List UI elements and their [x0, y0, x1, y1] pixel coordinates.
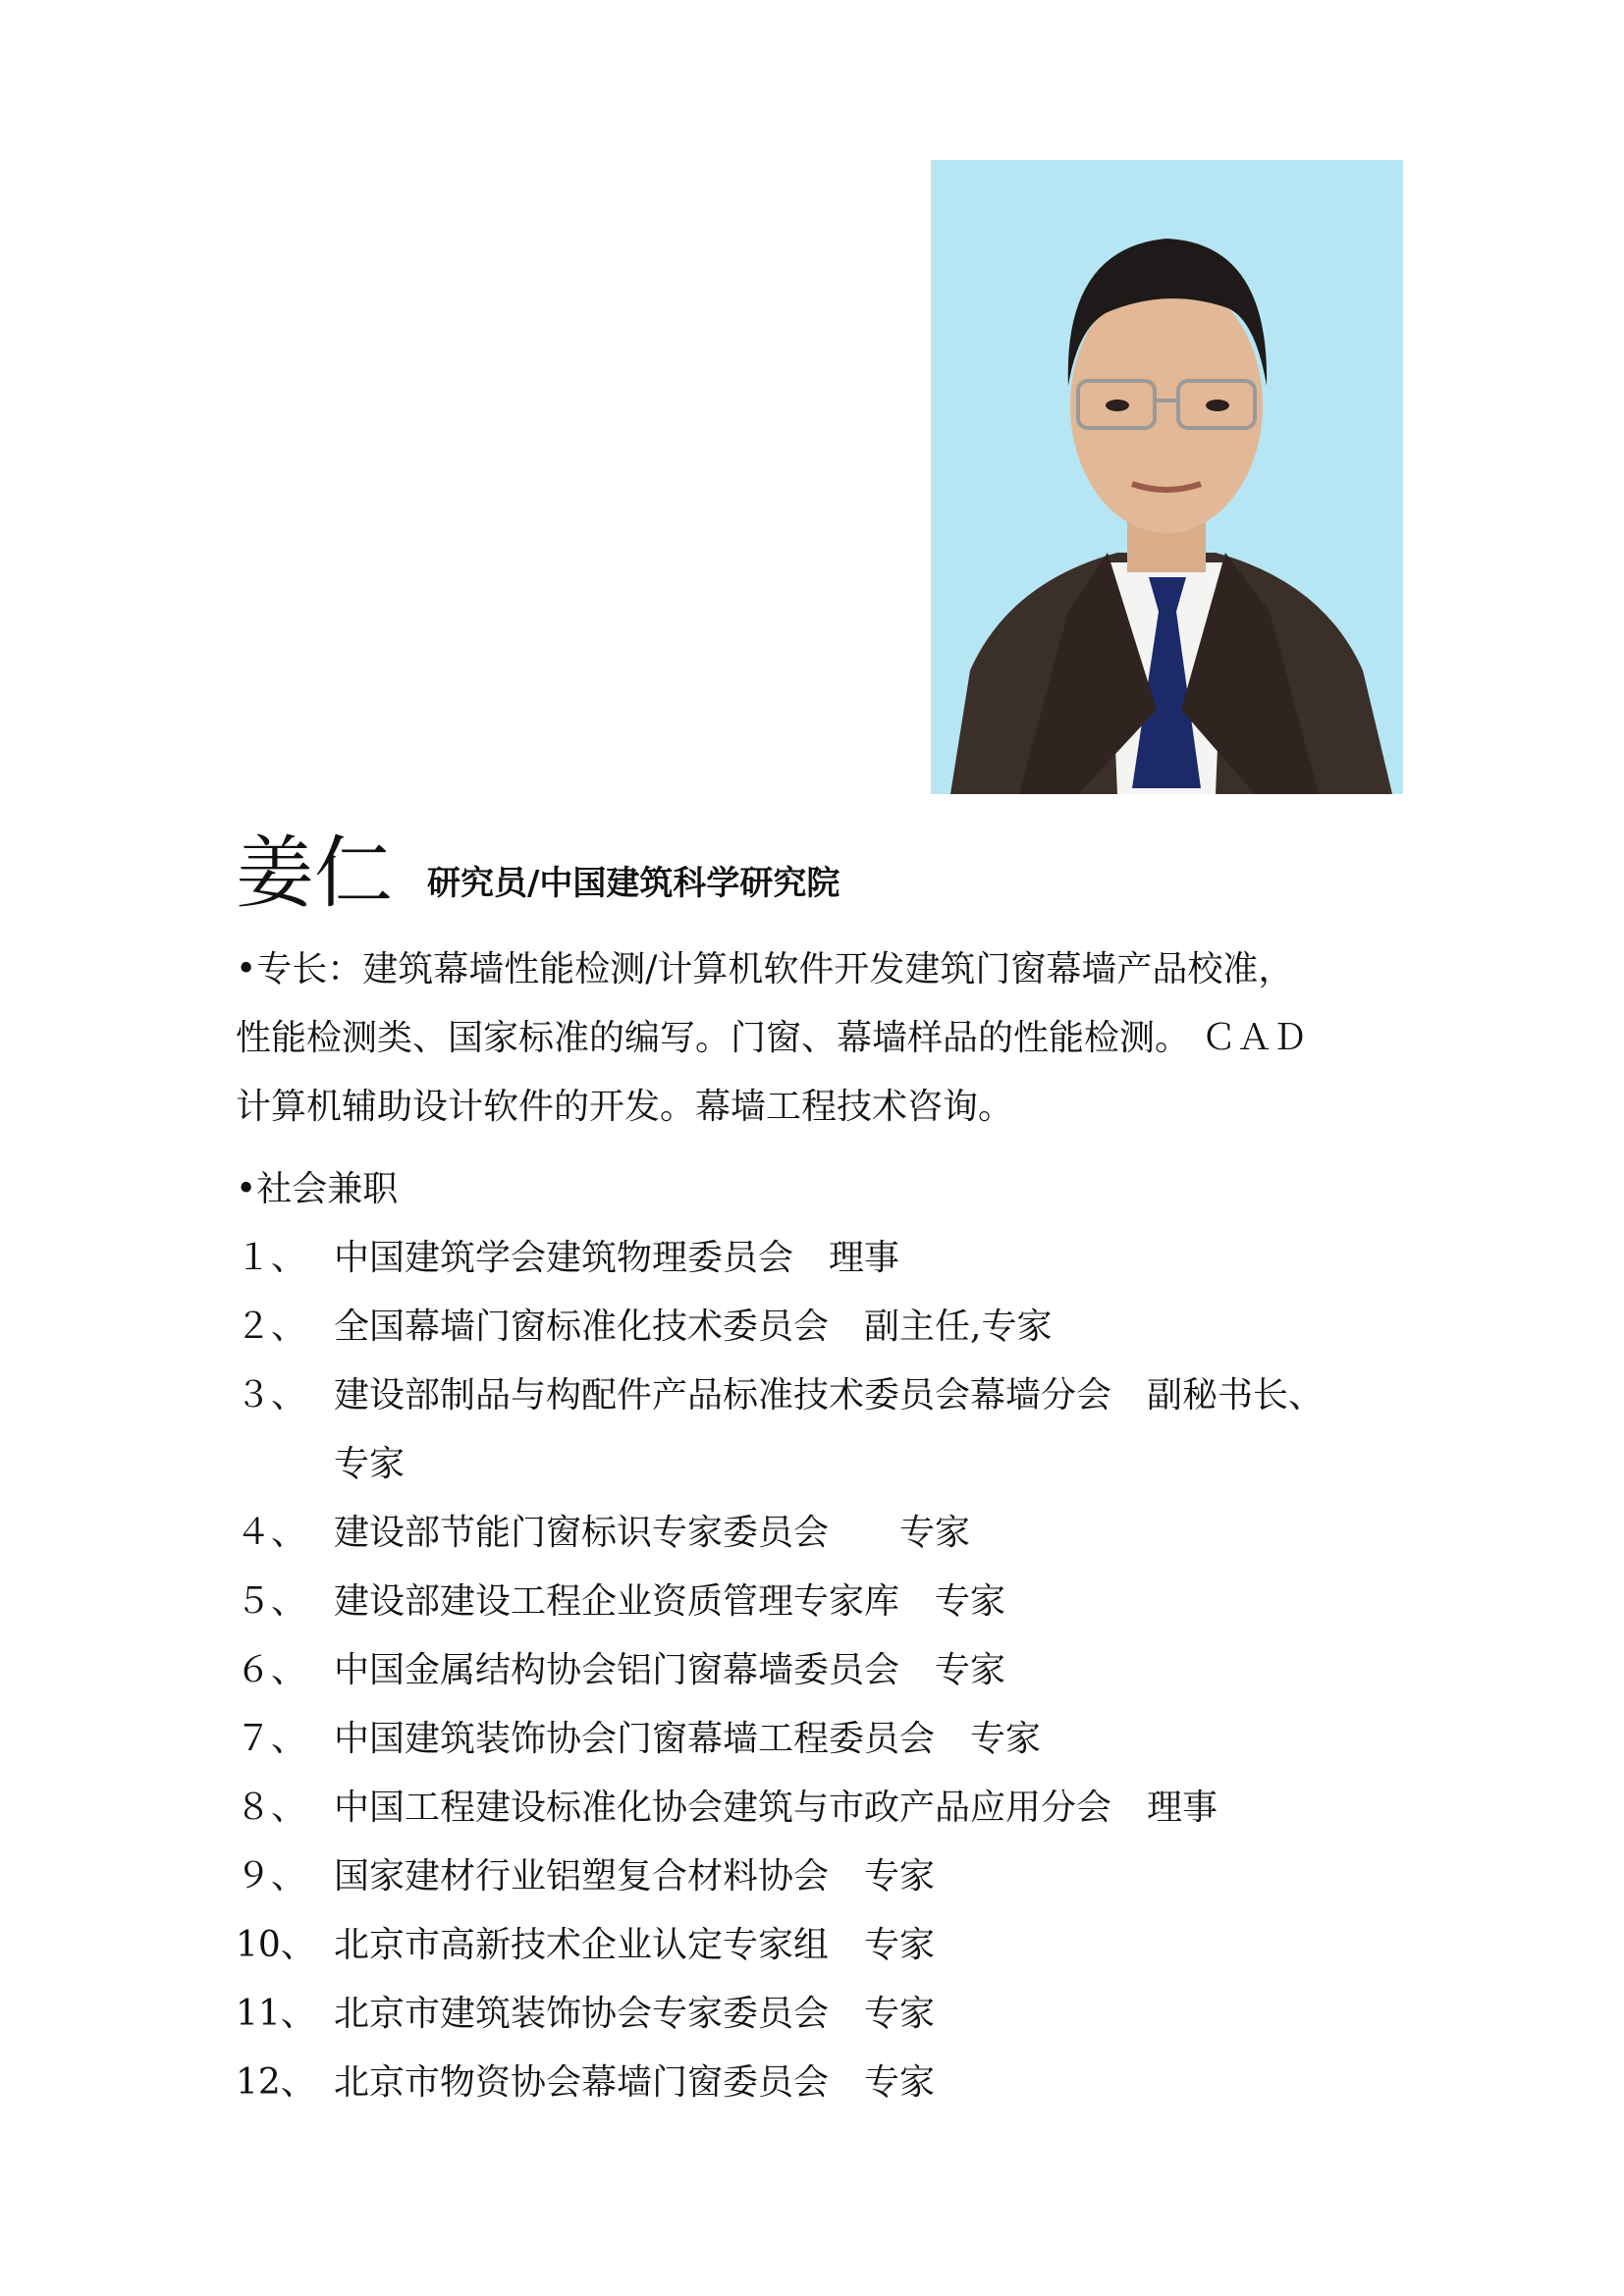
- item-number: ７、: [236, 1719, 307, 1759]
- list-item: [236, 1774, 1414, 1842]
- list-item: [236, 1980, 1414, 2049]
- item-number: ５、: [236, 1581, 307, 1622]
- list-item: [236, 2049, 1414, 2117]
- item-number: 10、: [236, 1925, 316, 1965]
- list-item: [236, 1705, 1414, 1774]
- list-item: [236, 1362, 1414, 1499]
- list-item: [236, 1293, 1414, 1362]
- item-org: 北京市高新技术企业认定专家组: [334, 1925, 830, 1965]
- item-org: 全国幕墙门窗标准化技术委员会: [334, 1307, 830, 1347]
- item-org: 国家建材行业铝塑复合材料协会: [334, 1856, 830, 1896]
- social-heading: [236, 1155, 1404, 1224]
- item-number: ４、: [236, 1513, 307, 1553]
- item-org: 中国建筑学会建筑物理委员会: [334, 1238, 794, 1278]
- item-org: 中国工程建设标准化协会建筑与市政产品应用分会: [334, 1788, 1112, 1828]
- portrait-illustration: [931, 160, 1403, 794]
- portrait-photo: [931, 160, 1403, 794]
- item-role: 专家: [970, 1719, 1042, 1759]
- item-number: １、: [236, 1238, 307, 1278]
- person-title: 研究员/中国建筑科学研究院: [427, 864, 840, 903]
- item-role: 副秘书长、: [1147, 1375, 1325, 1415]
- item-number: ８、: [236, 1788, 307, 1828]
- item-role: 专家: [864, 1994, 936, 2034]
- item-number: ６、: [236, 1650, 307, 1690]
- person-name: 姜仁: [236, 828, 393, 919]
- item-number: 11、: [236, 1994, 316, 2034]
- social-heading-text: •社会兼职: [236, 1169, 399, 1209]
- item-number: 12、: [236, 2062, 316, 2103]
- item-role: 专家: [935, 1581, 1006, 1622]
- list-item: [236, 1842, 1414, 1911]
- expertise-line: 性能检测类、国家标准的编写。门窗、幕墙样品的性能检测。 ＣＡＤ: [236, 1018, 1308, 1058]
- item-number: ９、: [236, 1856, 307, 1896]
- roles-list: [236, 1224, 1414, 2117]
- expertise-line: •专长：建筑幕墙性能检测/计算机软件开发建筑门窗幕墙产品校准，: [236, 949, 1294, 989]
- expertise-paragraph: [236, 935, 1404, 1142]
- item-role: 专家: [864, 2062, 936, 2103]
- item-number: ３、: [236, 1375, 307, 1415]
- item-role: 专家: [935, 1650, 1006, 1690]
- item-org: 北京市建筑装饰协会专家委员会: [334, 1994, 830, 2034]
- list-item: [236, 1636, 1414, 1705]
- item-role: 理事: [829, 1238, 900, 1278]
- item-org: 北京市物资协会幕墙门窗委员会: [334, 2062, 830, 2103]
- expertise-line: 计算机辅助设计软件的开发。幕墙工程技术咨询。: [236, 1087, 1014, 1127]
- item-role: 专家: [864, 1856, 936, 1896]
- item-org: 建设部制品与构配件产品标准技术委员会幕墙分会: [334, 1375, 1112, 1415]
- item-org: 中国金属结构协会铝门窗幕墙委员会: [334, 1650, 900, 1690]
- item-role: 副主任,专家: [864, 1307, 1053, 1347]
- list-item: [236, 1224, 1414, 1293]
- list-item: [236, 1568, 1414, 1636]
- item-org: 中国建筑装饰协会门窗幕墙工程委员会: [334, 1719, 936, 1759]
- item-role-continued: 专家: [334, 1444, 406, 1484]
- list-item: [236, 1911, 1414, 1980]
- item-role: 专家: [899, 1513, 971, 1553]
- item-role: 理事: [1147, 1788, 1218, 1828]
- item-org: 建设部建设工程企业资质管理专家库: [334, 1581, 900, 1622]
- item-org: 建设部节能门窗标识专家委员会: [334, 1513, 830, 1553]
- item-role: 专家: [864, 1925, 936, 1965]
- list-item: [236, 1499, 1414, 1568]
- item-number: ２、: [236, 1307, 307, 1347]
